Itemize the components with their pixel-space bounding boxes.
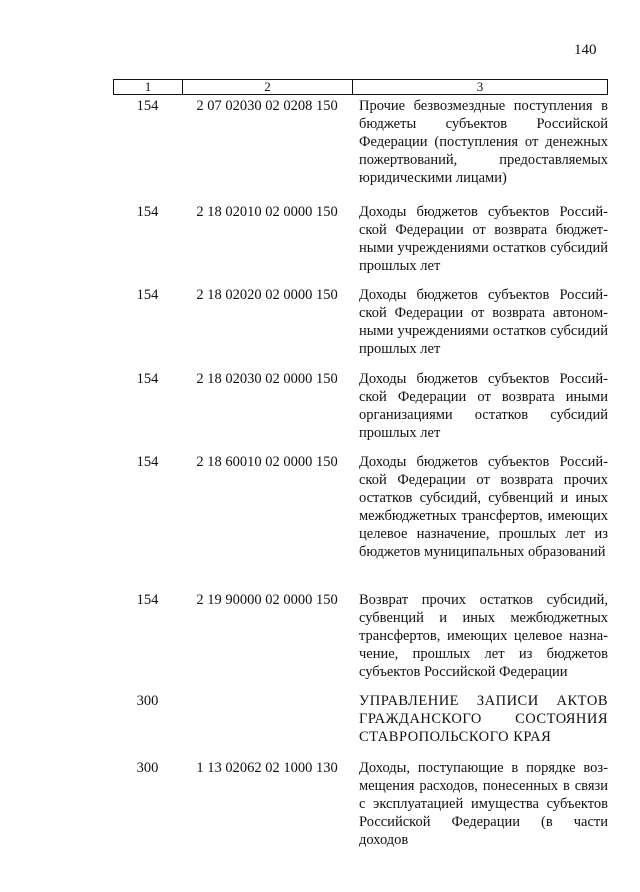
income-name: Прочие безвозмездные поступления в бюджеты субъектов Российской Федерации (поступления от денежных пожертвований, предоставляемых юридическими лицами) xyxy=(359,98,608,186)
income-name: Доходы бюджетов субъектов Российской Федерации от возврата автономными учреждениями остатков субсидий прошлых лет xyxy=(359,287,608,357)
income-name: Доходы бюджетов субъектов Российской Федерации от возврата прочих остатков субсидий, субвенций и иных межбюджетных трансфертов, имеющих целевое назначение, прошлых лет из бюджетов муниципальных образований xyxy=(359,454,608,560)
header-col-1: 1 xyxy=(114,80,183,94)
income-name: Доходы, поступающие в порядке возмещения расходов, понесенных в связи с эксплуатацией имущества субъектов Российской Федерации (в части доходов xyxy=(359,760,608,848)
income-code: 2 18 60010 02 0000 150 xyxy=(196,454,338,470)
income-code: 2 18 02010 02 0000 150 xyxy=(196,204,338,220)
income-code: 1 13 02062 02 1000 130 xyxy=(196,760,338,776)
income-name: Доходы бюджетов субъектов Российской Федерации от возврата бюджетными учреждениями остатков субсидий прошлых лет xyxy=(359,204,608,274)
admin-code: 154 xyxy=(136,204,159,220)
admin-code: 154 xyxy=(136,98,159,114)
admin-code: 300 xyxy=(136,760,159,776)
admin-code: 154 xyxy=(136,371,159,387)
page-number: 140 xyxy=(574,42,597,58)
income-code: 2 19 90000 02 0000 150 xyxy=(196,592,338,608)
admin-code: 154 xyxy=(136,592,159,608)
header-col-3: 3 xyxy=(476,79,484,94)
header-col-2: 2 xyxy=(183,80,353,94)
department-name: УПРАВЛЕНИЕ ЗАПИСИ АКТОВ ГРАЖДАНСКОГО СОСТОЯНИЯ СТАВРОПОЛЬСКОГО КРАЯ xyxy=(359,693,608,745)
income-name: Доходы бюджетов субъектов Российской Федерации от возврата иными организациями остатков субсидий прошлых лет xyxy=(359,371,608,441)
table-header xyxy=(113,79,608,95)
income-code: 2 18 02030 02 0000 150 xyxy=(196,371,338,387)
admin-code: 154 xyxy=(136,454,159,470)
admin-code: 300 xyxy=(136,693,159,709)
admin-code: 154 xyxy=(136,287,159,303)
income-code: 2 07 02030 02 0208 150 xyxy=(196,98,338,114)
income-code: 2 18 02020 02 0000 150 xyxy=(196,287,338,303)
income-name: Возврат прочих остатков субсидий, субвенций и иных межбюджетных трансфертов, имеющих целевое назначение, прошлых лет из бюджетов субъектов Российской Федерации xyxy=(359,592,608,680)
